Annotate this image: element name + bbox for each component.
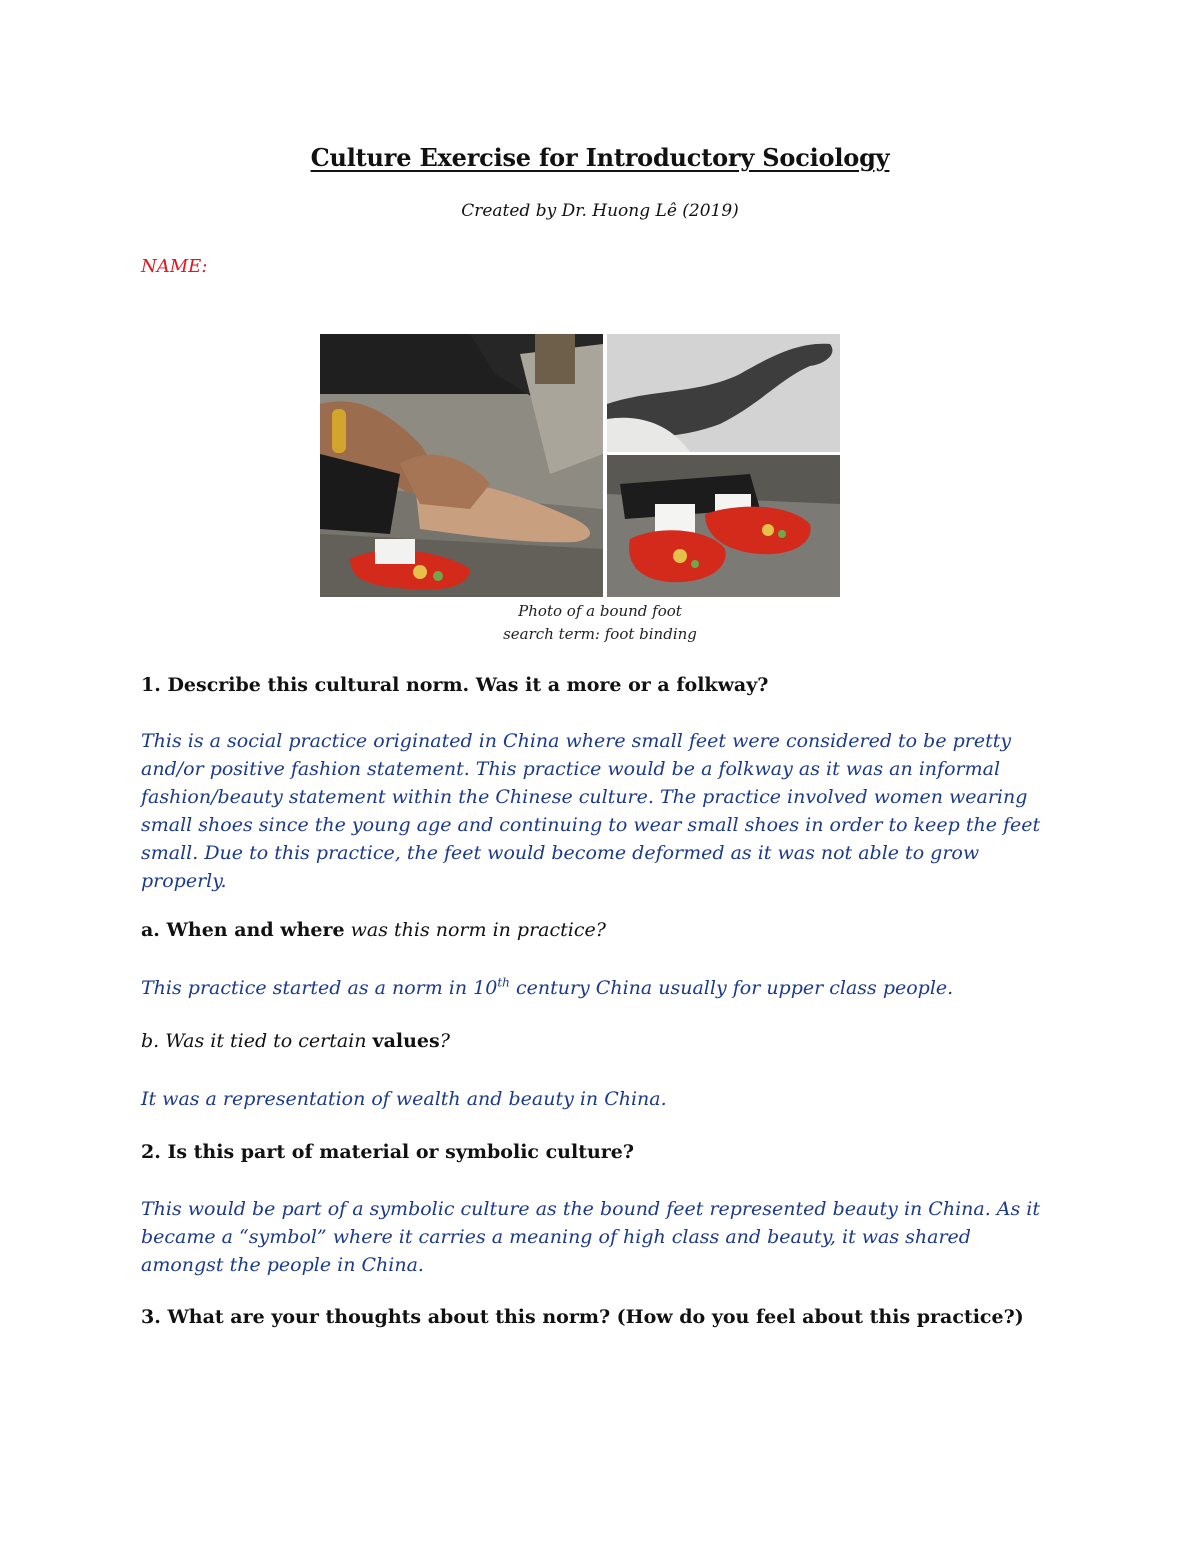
answer-a-after: century China usually for upper class people. xyxy=(509,977,954,999)
caption-line-2: search term: foot binding xyxy=(503,625,697,643)
answer-2-line: This would be part of a symbolic culture as the bound feet represented beauty in China. As it xyxy=(141,1198,1041,1220)
document-title: Culture Exercise for Introductory Sociology xyxy=(310,143,890,172)
answer-2 xyxy=(141,1195,1071,1279)
answer-1-line: fashion/beauty statement within the Chinese culture. The practice involved women wearing xyxy=(141,786,1028,808)
question-b xyxy=(141,1030,450,1052)
answer-a-before: This practice started as a norm in 10 xyxy=(141,977,498,999)
gold-bracelet xyxy=(332,409,346,453)
answer-1-line: This is a social practice originated in China where small feet were considered to be pretty xyxy=(141,730,1012,752)
answer-1-line: and/or positive fashion statement. This practice would be a folkway as it was an informal xyxy=(141,758,1001,780)
name-label: NAME: xyxy=(141,256,208,277)
answer-1-line: properly. xyxy=(141,870,227,892)
question-a xyxy=(141,919,606,941)
answer-1 xyxy=(141,727,1071,895)
bound-foot-photo-collage xyxy=(320,334,840,597)
question-b-bold: values xyxy=(372,1030,440,1052)
author-credit: Created by Dr. Huong Lê (2019) xyxy=(461,201,739,221)
answer-2-line: amongst the people in China. xyxy=(141,1254,424,1276)
question-2: 2. Is this part of material or symbolic culture? xyxy=(141,1141,635,1163)
photo-caption xyxy=(0,600,1200,646)
photo-illustration xyxy=(320,334,840,597)
answer-a-sup: th xyxy=(497,975,510,990)
answer-1-line: small shoes since the young age and continuing to wear small shoes in order to keep the feet xyxy=(141,814,1041,836)
white-sock xyxy=(375,539,415,564)
caption-line-1: Photo of a bound foot xyxy=(518,602,682,620)
question-b-prefix: b. Was it tied to certain xyxy=(141,1030,373,1052)
question-3: 3. What are your thoughts about this norm? (How do you feel about this practice?) xyxy=(141,1306,1024,1328)
answer-a xyxy=(141,974,1071,1002)
question-b-suffix: ? xyxy=(439,1030,450,1052)
question-a-rest: was this norm in practice? xyxy=(344,919,606,941)
answer-2-line: became a “symbol” where it carries a meaning of high class and beauty, it was shared xyxy=(141,1226,971,1248)
question-a-prefix: a. When and where xyxy=(141,919,345,941)
answer-1-line: small. Due to this practice, the feet would become deformed as it was not able to grow xyxy=(141,842,980,864)
answer-b: It was a representation of wealth and beauty in China. xyxy=(141,1088,667,1110)
question-1: 1. Describe this cultural norm. Was it a more or a folkway? xyxy=(141,674,769,696)
